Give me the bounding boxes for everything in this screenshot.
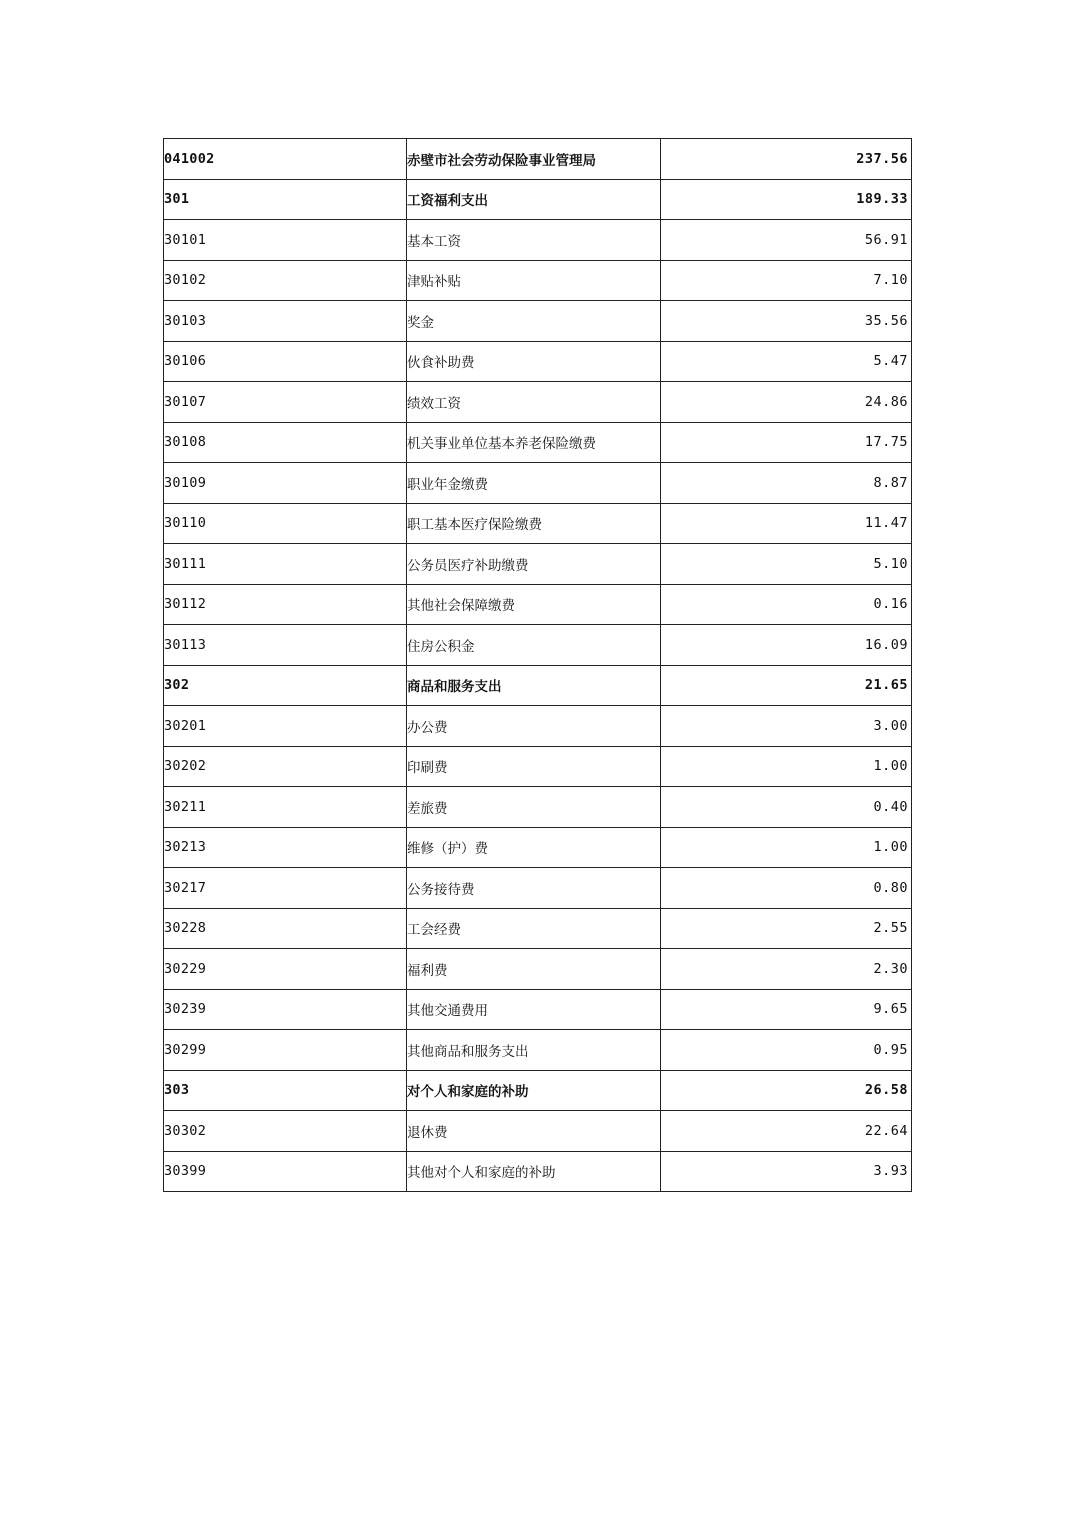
item-row — [164, 382, 912, 423]
row-amount: 189.33 — [661, 179, 912, 220]
row-amount: 1.00 — [661, 746, 912, 787]
row-code: 30113 — [164, 625, 407, 666]
row-code: 30229 — [164, 949, 407, 990]
row-name: 绩效工资 — [407, 382, 661, 423]
row-code: 30302 — [164, 1111, 407, 1152]
row-amount: 5.47 — [661, 341, 912, 382]
item-row — [164, 341, 912, 382]
item-row — [164, 584, 912, 625]
row-amount: 11.47 — [661, 503, 912, 544]
item-row — [164, 301, 912, 342]
row-code: 30299 — [164, 1030, 407, 1071]
row-amount: 56.91 — [661, 220, 912, 261]
item-row — [164, 544, 912, 585]
row-code: 303 — [164, 1070, 407, 1111]
row-name: 办公费 — [407, 706, 661, 747]
row-amount: 3.93 — [661, 1151, 912, 1192]
row-code: 30213 — [164, 827, 407, 868]
expenditure-table — [163, 138, 912, 1192]
row-name: 差旅费 — [407, 787, 661, 828]
row-amount: 8.87 — [661, 463, 912, 504]
row-amount: 2.55 — [661, 908, 912, 949]
item-row — [164, 787, 912, 828]
item-row — [164, 463, 912, 504]
item-row — [164, 949, 912, 990]
row-name: 公务员医疗补助缴费 — [407, 544, 661, 585]
row-name: 维修（护）费 — [407, 827, 661, 868]
item-row — [164, 625, 912, 666]
row-name: 基本工资 — [407, 220, 661, 261]
row-amount: 5.10 — [661, 544, 912, 585]
row-name: 赤壁市社会劳动保险事业管理局 — [407, 139, 661, 180]
row-code: 30101 — [164, 220, 407, 261]
table-body — [164, 139, 912, 1192]
row-name: 工资福利支出 — [407, 179, 661, 220]
row-code: 30108 — [164, 422, 407, 463]
row-name: 职工基本医疗保险缴费 — [407, 503, 661, 544]
row-code: 30112 — [164, 584, 407, 625]
row-amount: 1.00 — [661, 827, 912, 868]
item-row — [164, 422, 912, 463]
row-amount: 3.00 — [661, 706, 912, 747]
row-code: 30110 — [164, 503, 407, 544]
row-name: 伙食补助费 — [407, 341, 661, 382]
category-row — [164, 665, 912, 706]
item-row — [164, 1111, 912, 1152]
row-name: 对个人和家庭的补助 — [407, 1070, 661, 1111]
row-name: 印刷费 — [407, 746, 661, 787]
item-row — [164, 989, 912, 1030]
row-code: 30103 — [164, 301, 407, 342]
row-code: 30111 — [164, 544, 407, 585]
item-row — [164, 908, 912, 949]
row-name: 退休费 — [407, 1111, 661, 1152]
row-code: 30228 — [164, 908, 407, 949]
row-name: 其他社会保障缴费 — [407, 584, 661, 625]
row-code: 30211 — [164, 787, 407, 828]
item-row — [164, 827, 912, 868]
row-code: 30102 — [164, 260, 407, 301]
row-name: 住房公积金 — [407, 625, 661, 666]
row-amount: 35.56 — [661, 301, 912, 342]
item-row — [164, 868, 912, 909]
row-amount: 0.95 — [661, 1030, 912, 1071]
row-name: 机关事业单位基本养老保险缴费 — [407, 422, 661, 463]
row-amount: 0.16 — [661, 584, 912, 625]
row-amount: 16.09 — [661, 625, 912, 666]
row-name: 其他商品和服务支出 — [407, 1030, 661, 1071]
category-row — [164, 179, 912, 220]
row-name: 公务接待费 — [407, 868, 661, 909]
row-code: 30109 — [164, 463, 407, 504]
row-code: 301 — [164, 179, 407, 220]
row-name: 职业年金缴费 — [407, 463, 661, 504]
category-row — [164, 1070, 912, 1111]
row-name: 其他对个人和家庭的补助 — [407, 1151, 661, 1192]
item-row — [164, 503, 912, 544]
item-row — [164, 746, 912, 787]
row-amount: 26.58 — [661, 1070, 912, 1111]
row-amount: 24.86 — [661, 382, 912, 423]
row-code: 30202 — [164, 746, 407, 787]
item-row — [164, 220, 912, 261]
row-amount: 2.30 — [661, 949, 912, 990]
row-name: 奖金 — [407, 301, 661, 342]
row-code: 302 — [164, 665, 407, 706]
row-code: 30217 — [164, 868, 407, 909]
row-amount: 237.56 — [661, 139, 912, 180]
row-amount: 7.10 — [661, 260, 912, 301]
row-name: 福利费 — [407, 949, 661, 990]
row-code: 30239 — [164, 989, 407, 1030]
row-amount: 17.75 — [661, 422, 912, 463]
row-amount: 21.65 — [661, 665, 912, 706]
row-amount: 9.65 — [661, 989, 912, 1030]
row-code: 30106 — [164, 341, 407, 382]
row-amount: 22.64 — [661, 1111, 912, 1152]
row-code: 30201 — [164, 706, 407, 747]
row-name: 其他交通费用 — [407, 989, 661, 1030]
row-code: 041002 — [164, 139, 407, 180]
row-name: 工会经费 — [407, 908, 661, 949]
row-amount: 0.80 — [661, 868, 912, 909]
row-name: 商品和服务支出 — [407, 665, 661, 706]
row-name: 津贴补贴 — [407, 260, 661, 301]
item-row — [164, 706, 912, 747]
item-row — [164, 260, 912, 301]
item-row — [164, 1151, 912, 1192]
row-code: 30399 — [164, 1151, 407, 1192]
item-row — [164, 1030, 912, 1071]
row-code: 30107 — [164, 382, 407, 423]
row-amount: 0.40 — [661, 787, 912, 828]
unit-total-row — [164, 139, 912, 180]
